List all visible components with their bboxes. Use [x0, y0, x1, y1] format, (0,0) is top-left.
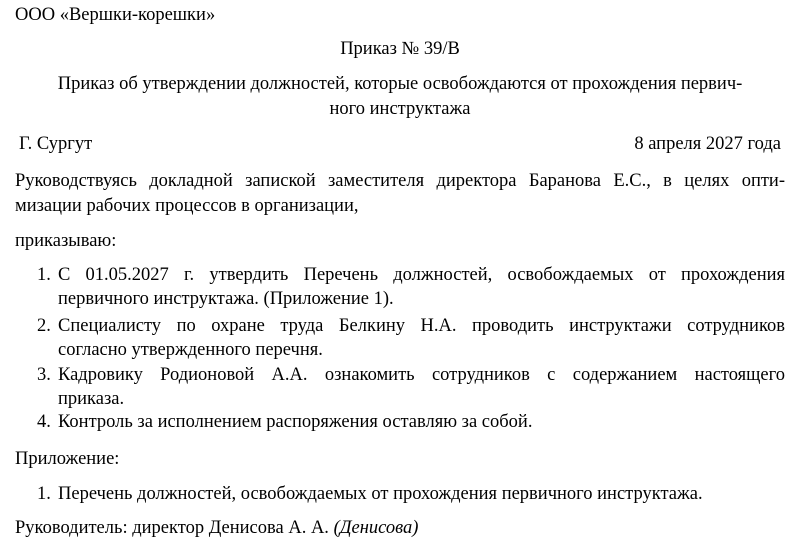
- order-title-line-1: Приказ об утверждении должностей, которые освобождаются от прохождения первич-: [57, 74, 743, 94]
- preamble-line-2: мизации рабочих процессов в организации,: [15, 196, 359, 216]
- list-item-line: [58, 315, 785, 337]
- list-item-number: 1.: [37, 265, 51, 285]
- city: Г. Сургут: [19, 134, 93, 154]
- list-item-text: Контроль за исполнением распоряжения оставляю за собой.: [58, 412, 533, 432]
- list-item-number: 2.: [37, 316, 51, 336]
- signature-line: [15, 517, 418, 539]
- preamble-text-1: Руководствуясь докладной запиской заместителя директора Баранова Е.С., в целях опти-: [15, 171, 785, 191]
- list-item-text: Кадровику Родионовой А.А. ознакомить сотрудников с содержанием настоящего: [58, 365, 785, 385]
- appendix-item-number: 1.: [37, 484, 51, 504]
- list-item-number: 4.: [37, 412, 51, 432]
- order-word: приказываю:: [15, 231, 117, 251]
- handwritten-signature: (Денисова): [333, 518, 419, 538]
- signature-label: Руководитель: директор Денисова А. А.: [15, 518, 329, 538]
- list-item-number: 3.: [37, 365, 51, 385]
- appendix-item-text: Перечень должностей, освобождаемых от прохождения первичного инструктажа.: [58, 484, 703, 504]
- list-item-text: Специалисту по охране труда Белкину Н.А. проводить инструктажи сотрудников: [58, 316, 785, 336]
- preamble-line-1: [15, 170, 785, 192]
- order-number: Приказ № 39/В: [340, 39, 460, 59]
- order-date: 8 апреля 2027 года: [634, 134, 781, 154]
- company-name: ООО «Вершки-корешки»: [15, 5, 216, 25]
- list-item-text: С 01.05.2027 г. утвердить Перечень должностей, освобождаемых от прохождения: [58, 265, 785, 285]
- list-item-continuation: первичного инструктажа. (Приложение 1).: [58, 289, 394, 309]
- list-item-line: [58, 364, 785, 386]
- list-item-line: [58, 264, 785, 286]
- list-item-continuation: приказа.: [58, 389, 125, 409]
- order-title-line-2: ного инструктажа: [329, 99, 471, 119]
- list-item-continuation: согласно утвержденного перечня.: [58, 340, 323, 360]
- appendix-label: Приложение:: [15, 449, 120, 469]
